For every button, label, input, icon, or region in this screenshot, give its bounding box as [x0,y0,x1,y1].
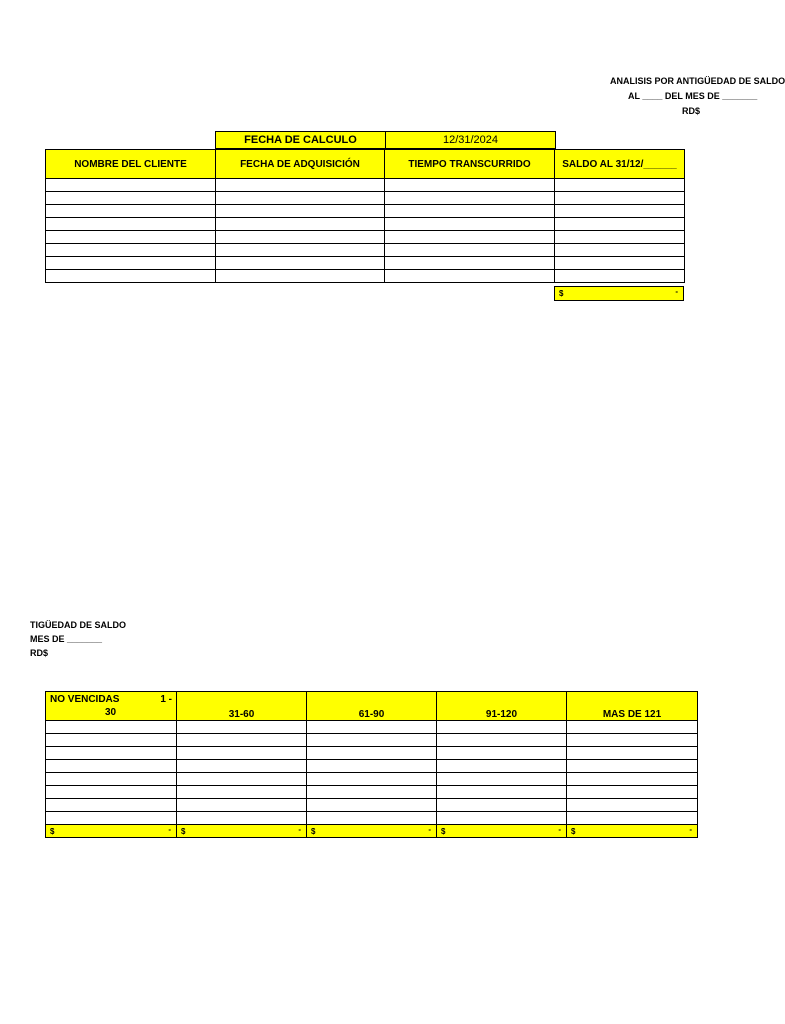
col-header-31-60: 31-60 [177,692,307,721]
table-cell[interactable] [567,786,698,799]
currency-symbol: $ [571,826,576,836]
table-cell[interactable] [177,747,307,760]
currency-symbol: $ [50,826,55,836]
col-header-over-121: MAS DE 121 [567,692,698,721]
total-value: - [298,825,301,834]
table-cell[interactable] [216,270,385,283]
table-cell[interactable] [177,786,307,799]
table-cell[interactable] [177,799,307,812]
table-cell[interactable] [385,192,555,205]
fecha-calculo-value[interactable]: 12/31/2024 [386,132,556,149]
total-cell[interactable] [567,825,698,838]
table-cell[interactable] [437,747,567,760]
table-cell[interactable] [385,257,555,270]
table-cell[interactable] [177,773,307,786]
table-row [46,244,685,257]
table-cell[interactable] [46,205,216,218]
currency-symbol: $ [559,289,564,298]
client-balance-table [45,149,685,283]
table-row [46,205,685,218]
total-value: - [675,287,678,296]
not-due-range-end: 30 [105,707,117,718]
title-line-2: AL ____ DEL MES DE _______ [628,91,758,101]
table-cell[interactable] [555,231,685,244]
table-cell[interactable] [567,799,698,812]
table-row [46,231,685,244]
total-cell[interactable] [46,825,177,838]
report-title-bottom [30,618,170,662]
table-cell[interactable] [567,734,698,747]
table-cell[interactable] [555,205,685,218]
table-cell[interactable] [437,734,567,747]
table-cell[interactable] [46,244,216,257]
total-cell[interactable] [437,825,567,838]
table-cell[interactable] [385,270,555,283]
col-header-client-name: NOMBRE DEL CLIENTE [46,150,216,179]
table-cell[interactable] [555,218,685,231]
total-value: - [168,825,171,834]
table-cell[interactable] [177,760,307,773]
table-cell[interactable] [216,231,385,244]
table-cell[interactable] [46,786,177,799]
title2-line-3: RD$ [30,648,49,658]
table-cell[interactable] [437,786,567,799]
table-cell[interactable] [177,812,307,825]
table-row [46,812,698,825]
table-row [46,721,698,734]
table-cell[interactable] [437,773,567,786]
table-cell[interactable] [216,192,385,205]
table-cell[interactable] [567,747,698,760]
table-cell[interactable] [555,244,685,257]
table-cell[interactable] [46,257,216,270]
table-cell[interactable] [46,721,177,734]
table-cell[interactable] [555,270,685,283]
table-row [46,760,698,773]
client-balance-total [554,286,684,301]
table-cell[interactable] [46,192,216,205]
table-cell[interactable] [307,721,437,734]
table-row [46,270,685,283]
total-cell[interactable] [177,825,307,838]
table-cell[interactable] [555,179,685,192]
currency-symbol: $ [181,826,186,836]
total-value: - [428,825,431,834]
table-cell[interactable] [46,812,177,825]
report-title-top [560,74,785,118]
table-cell[interactable] [437,799,567,812]
col-header-elapsed-time: TIEMPO TRANSCURRIDO [385,150,555,179]
total-cell[interactable] [307,825,437,838]
col-header-not-due [46,692,177,721]
table-cell[interactable] [437,812,567,825]
table-cell[interactable] [555,257,685,270]
table-cell[interactable] [555,192,685,205]
table-cell[interactable] [385,205,555,218]
table-row [46,734,698,747]
table-cell[interactable] [46,747,177,760]
table-cell[interactable] [46,270,216,283]
table-cell[interactable] [46,799,177,812]
table-cell[interactable] [567,812,698,825]
fecha-calculo-table [215,131,556,149]
table-cell[interactable] [567,721,698,734]
table-cell[interactable] [385,179,555,192]
title2-line-2: MES DE _______ [30,634,103,644]
currency-symbol: $ [311,826,316,836]
table-cell[interactable] [46,231,216,244]
table-cell[interactable] [385,231,555,244]
table-row [46,257,685,270]
col-header-61-90: 61-90 [307,692,437,721]
table-cell[interactable] [216,205,385,218]
table-row [46,747,698,760]
table-cell[interactable] [46,773,177,786]
table-cell[interactable] [437,760,567,773]
table-cell[interactable] [177,721,307,734]
table-cell[interactable] [46,734,177,747]
table-cell[interactable] [46,760,177,773]
table-cell[interactable] [307,747,437,760]
table-cell[interactable] [46,218,216,231]
currency-symbol: $ [441,826,446,836]
table-cell[interactable] [216,244,385,257]
fecha-calculo-label: FECHA DE CALCULO [216,132,386,149]
title-line-1: ANALISIS POR ANTIGÜEDAD DE SALDO [610,76,785,86]
total-value: - [558,825,561,834]
table-cell[interactable] [307,760,437,773]
table-cell[interactable] [307,799,437,812]
totals-row [46,825,698,838]
table-cell[interactable] [307,734,437,747]
table-cell[interactable] [216,218,385,231]
table-row [46,179,685,192]
table-cell[interactable] [385,244,555,257]
table-cell[interactable] [437,721,567,734]
table-row [46,773,698,786]
table-row [46,786,698,799]
table-row [46,799,698,812]
table-cell[interactable] [307,773,437,786]
col-header-balance: SALDO AL 31/12/______ [555,150,685,179]
table-cell[interactable] [385,218,555,231]
aging-table [45,691,698,838]
col-header-91-120: 91-120 [437,692,567,721]
total-balance-cell[interactable] [555,287,684,301]
title2-line-1: TIGÜEDAD DE SALDO [30,620,127,630]
table-row [46,218,685,231]
not-due-label: NO VENCIDAS [50,694,120,705]
table-cell[interactable] [307,786,437,799]
table-cell[interactable] [177,734,307,747]
table-cell[interactable] [307,812,437,825]
table-cell[interactable] [567,760,698,773]
title-line-3: RD$ [682,106,701,116]
table-cell[interactable] [46,179,216,192]
table-row [46,192,685,205]
not-due-range-start: 1 - [160,694,172,705]
table-cell[interactable] [216,257,385,270]
table-cell[interactable] [567,773,698,786]
table-cell[interactable] [216,179,385,192]
total-value: - [689,825,692,834]
col-header-acquisition-date: FECHA DE ADQUISICIÓN [216,150,385,179]
